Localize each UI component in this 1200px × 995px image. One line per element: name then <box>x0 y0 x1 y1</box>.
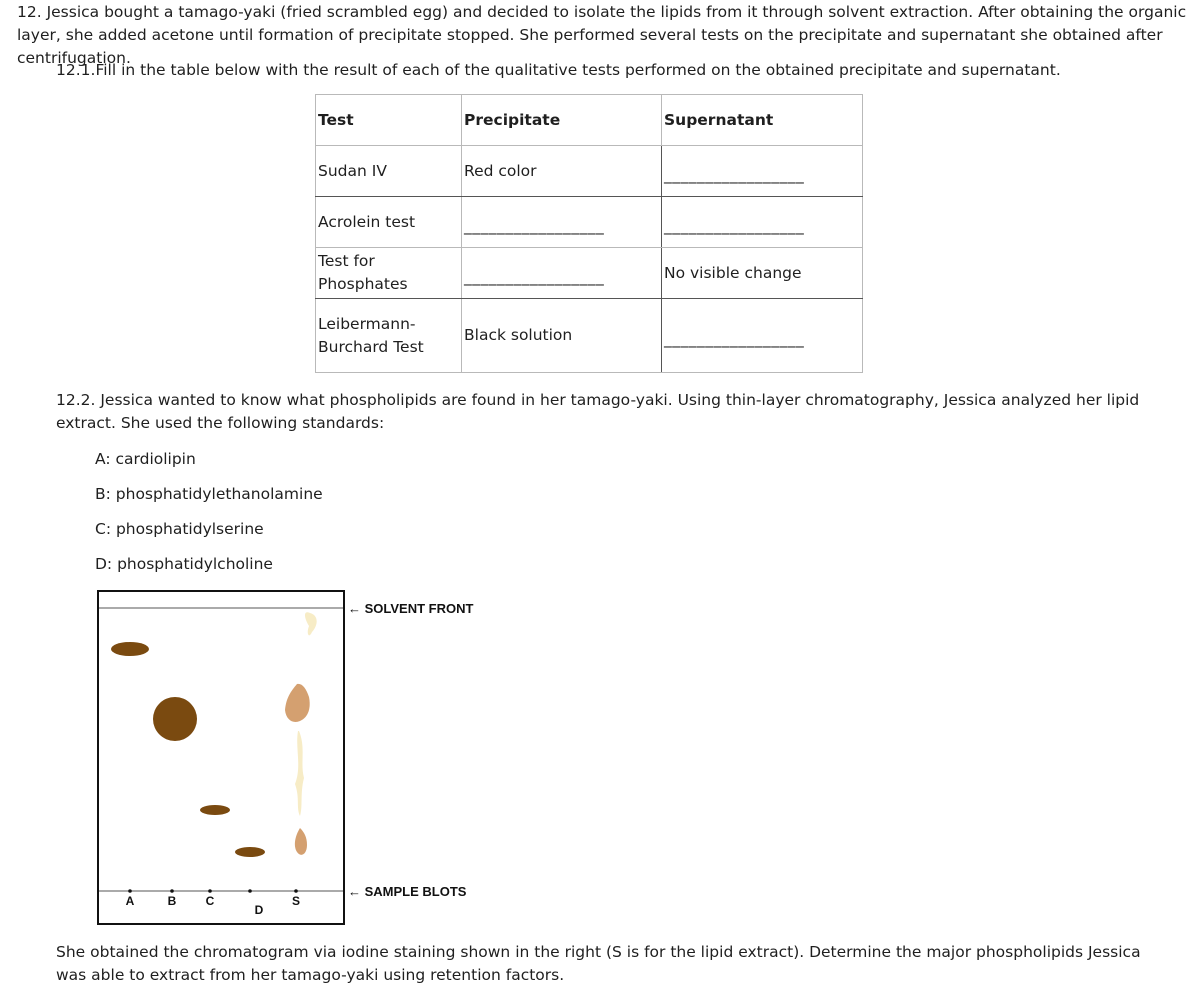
spot-d-phosphatidylcholine <box>235 847 265 857</box>
test-name-cell: Leibermann-Burchard Test <box>316 299 462 373</box>
spot-a-cardiolipin <box>111 642 149 656</box>
origin-dot <box>208 889 212 893</box>
precipitate-blank[interactable] <box>462 197 662 248</box>
qualitative-tests-table <box>315 94 863 373</box>
table-header-row <box>316 95 863 146</box>
standard-b: B: phosphatidylethanolamine <box>95 485 323 503</box>
standard-c: C: phosphatidylserine <box>95 520 264 538</box>
tlc-plate <box>98 591 344 924</box>
supernatant-cell: No visible change <box>662 248 863 299</box>
lane-label-d: D <box>254 903 264 917</box>
origin-dot <box>248 889 252 893</box>
supernatant-blank[interactable] <box>662 197 863 248</box>
answer-blank: _________________ <box>464 267 605 286</box>
test-name-cell: Sudan IV <box>316 146 462 197</box>
final-question: She obtained the chromatogram via iodine staining shown in the right (S is for the lipid extract). Determine the major phospholipids Jessica was able to extract from her tamago-yaki using retention factors. <box>56 943 1141 984</box>
question-12-1-prompt: 12.1.Fill in the table below with the result of each of the qualitative tests performed on the obtained precipitate and supernatant. <box>56 61 1061 79</box>
test-name-cell: Test for Phosphates <box>316 248 462 299</box>
lane-label-s: S <box>291 894 301 908</box>
origin-dot <box>128 889 132 893</box>
tlc-chromatogram <box>90 588 490 933</box>
standard-d: D: phosphatidylcholine <box>95 555 273 573</box>
test-name-cell: Acrolein test <box>316 197 462 248</box>
table-row <box>316 146 863 197</box>
spot-c-phosphatidylserine <box>200 805 230 815</box>
answer-blank: _________________ <box>664 216 805 235</box>
header-precipitate: Precipitate <box>462 95 662 146</box>
header-test: Test <box>316 95 462 146</box>
table-row <box>316 299 863 373</box>
answer-blank: _________________ <box>664 330 805 348</box>
origin-dot <box>170 889 174 893</box>
origin-dot <box>294 889 298 893</box>
lane-label-a: A <box>125 894 135 908</box>
header-supernatant: Supernatant <box>662 95 863 146</box>
answer-blank: _________________ <box>664 165 805 184</box>
sample-blots-label: ← SAMPLE BLOTS <box>348 884 467 899</box>
table-row <box>316 197 863 248</box>
standard-a: A: cardiolipin <box>95 450 196 468</box>
precipitate-cell: Black solution <box>462 299 662 373</box>
supernatant-blank[interactable] <box>662 146 863 197</box>
lane-label-c: C <box>205 894 215 908</box>
question-12-intro: 12. Jessica bought a tamago-yaki (fried scrambled egg) and decided to isolate the lipids from it through solvent extraction. After obtaining the organic layer, she added acetone until formation of precipitate stopped. She performed several tests on the precipitate and supernatant she obtained after centrifugation. <box>17 3 1187 67</box>
lane-label-b: B <box>167 894 177 908</box>
spot-b-phosphatidylethanolamine <box>153 697 197 741</box>
supernatant-blank[interactable] <box>662 299 863 373</box>
precipitate-cell: Red color <box>462 146 662 197</box>
question-12-2-prompt: 12.2. Jessica wanted to know what phospholipids are found in her tamago-yaki. Using thin-layer chromatography, Jessica analyzed her lipid extract. She used the following standards: <box>56 391 1140 432</box>
table-row <box>316 248 863 299</box>
answer-blank: _________________ <box>464 216 605 235</box>
solvent-front-label: ← SOLVENT FRONT <box>348 601 474 616</box>
precipitate-blank[interactable] <box>462 248 662 299</box>
